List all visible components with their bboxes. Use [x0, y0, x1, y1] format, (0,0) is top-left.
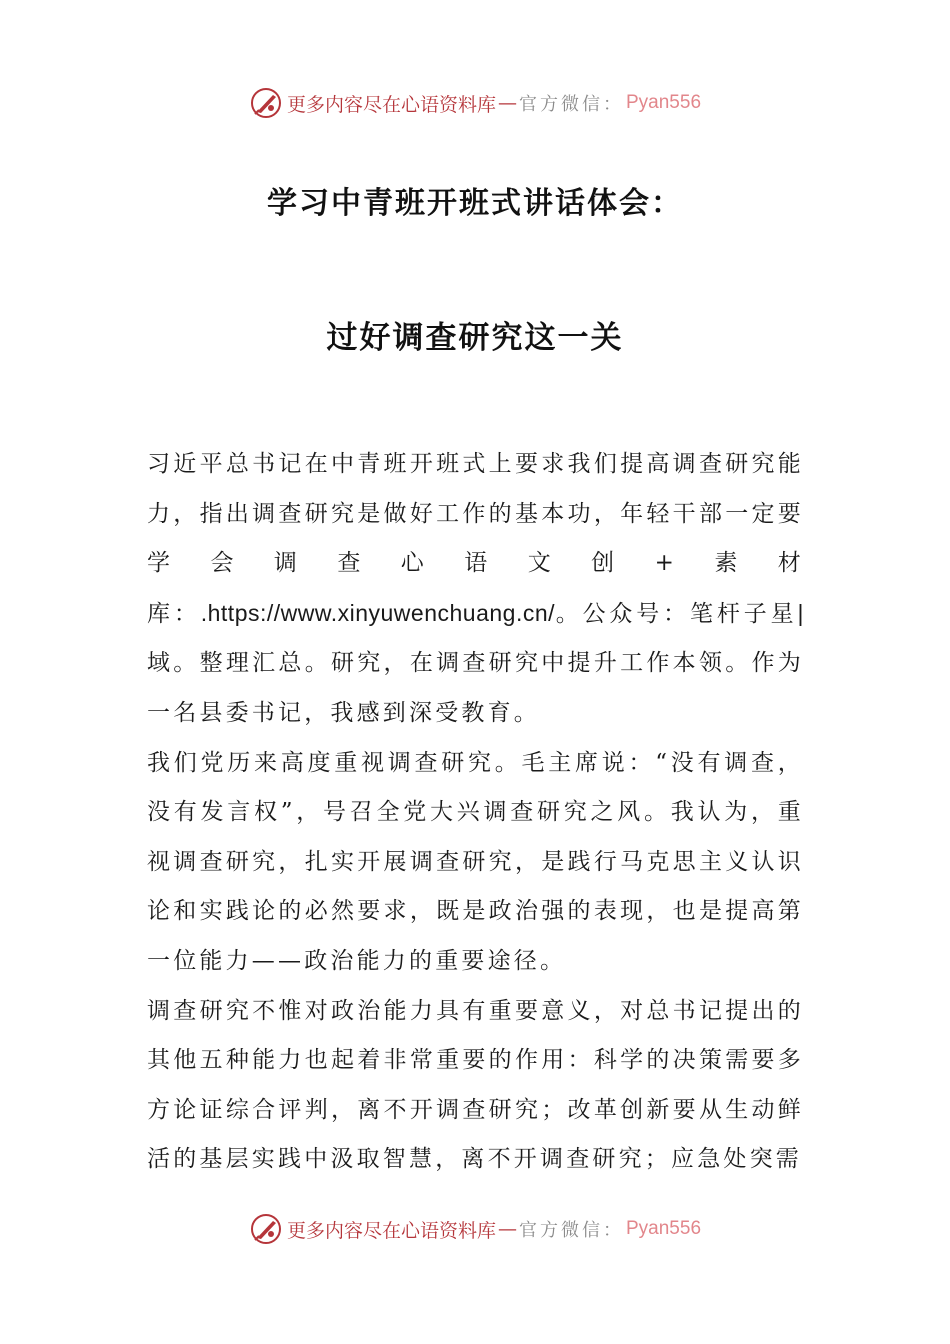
- paragraph-1-part-a: 习近平总书记在中青班开班式上要求我们提高调查研究能力，指出调查研究是做好工作的基本功，年轻干部一定要学会调查心语文创+素材库：: [147, 451, 804, 627]
- watermark-wechat-id: Pyan556: [626, 1218, 702, 1239]
- watermark-wechat-id: Pyan556: [626, 92, 702, 113]
- quill-logo-icon: [249, 1212, 283, 1246]
- watermark-official: 官方微信：: [519, 94, 624, 115]
- article-body: [147, 440, 804, 1185]
- watermark-banner-bottom: [0, 1212, 950, 1246]
- quill-logo-icon: [249, 86, 283, 120]
- watermark-official: 官方微信：: [519, 1220, 624, 1241]
- paragraph-1: [147, 440, 804, 739]
- separator: |: [797, 599, 804, 626]
- watermark-brand: 更多内容尽在心语资料库: [286, 1219, 496, 1242]
- page-title-line1: 学习中青班开班式讲话体会：: [267, 186, 683, 221]
- watermark-dash: —: [498, 1218, 517, 1240]
- paragraph-1-part-b: 。公众号：笔杆子星: [555, 600, 798, 627]
- source-url: .https://www.xinyuwenchuang.cn/: [200, 599, 556, 626]
- page-title-line2: 过好调查研究这一关: [326, 320, 624, 356]
- watermark-banner-top: [0, 86, 950, 120]
- paragraph-1-part-c: 域。整理汇总。研究，在调查研究中提升工作本领。作为一名县委书记，我感到深受教育。: [147, 650, 804, 726]
- paragraph-2: 我们党历来高度重视调查研究。毛主席说：“没有调查，没有发言权”，号召全党大兴调查研究之风。我认为，重视调查研究，扎实开展调查研究，是践行马克思主义认识论和实践论的必然要求，既是政治强的表现，也是提高第一位能力——政治能力的重要途径。: [147, 749, 804, 974]
- paragraph-3: 调查研究不惟对政治能力具有重要意义，对总书记提出的其他五种能力也起着非常重要的作用：科学的决策需要多方论证综合评判，离不开调查研究；改革创新要从生动鲜活的基层实践中汲取智慧，离不开调查研究；应急处突需: [147, 997, 804, 1173]
- watermark-brand: 更多内容尽在心语资料库: [286, 93, 496, 116]
- watermark-dash: —: [498, 92, 517, 114]
